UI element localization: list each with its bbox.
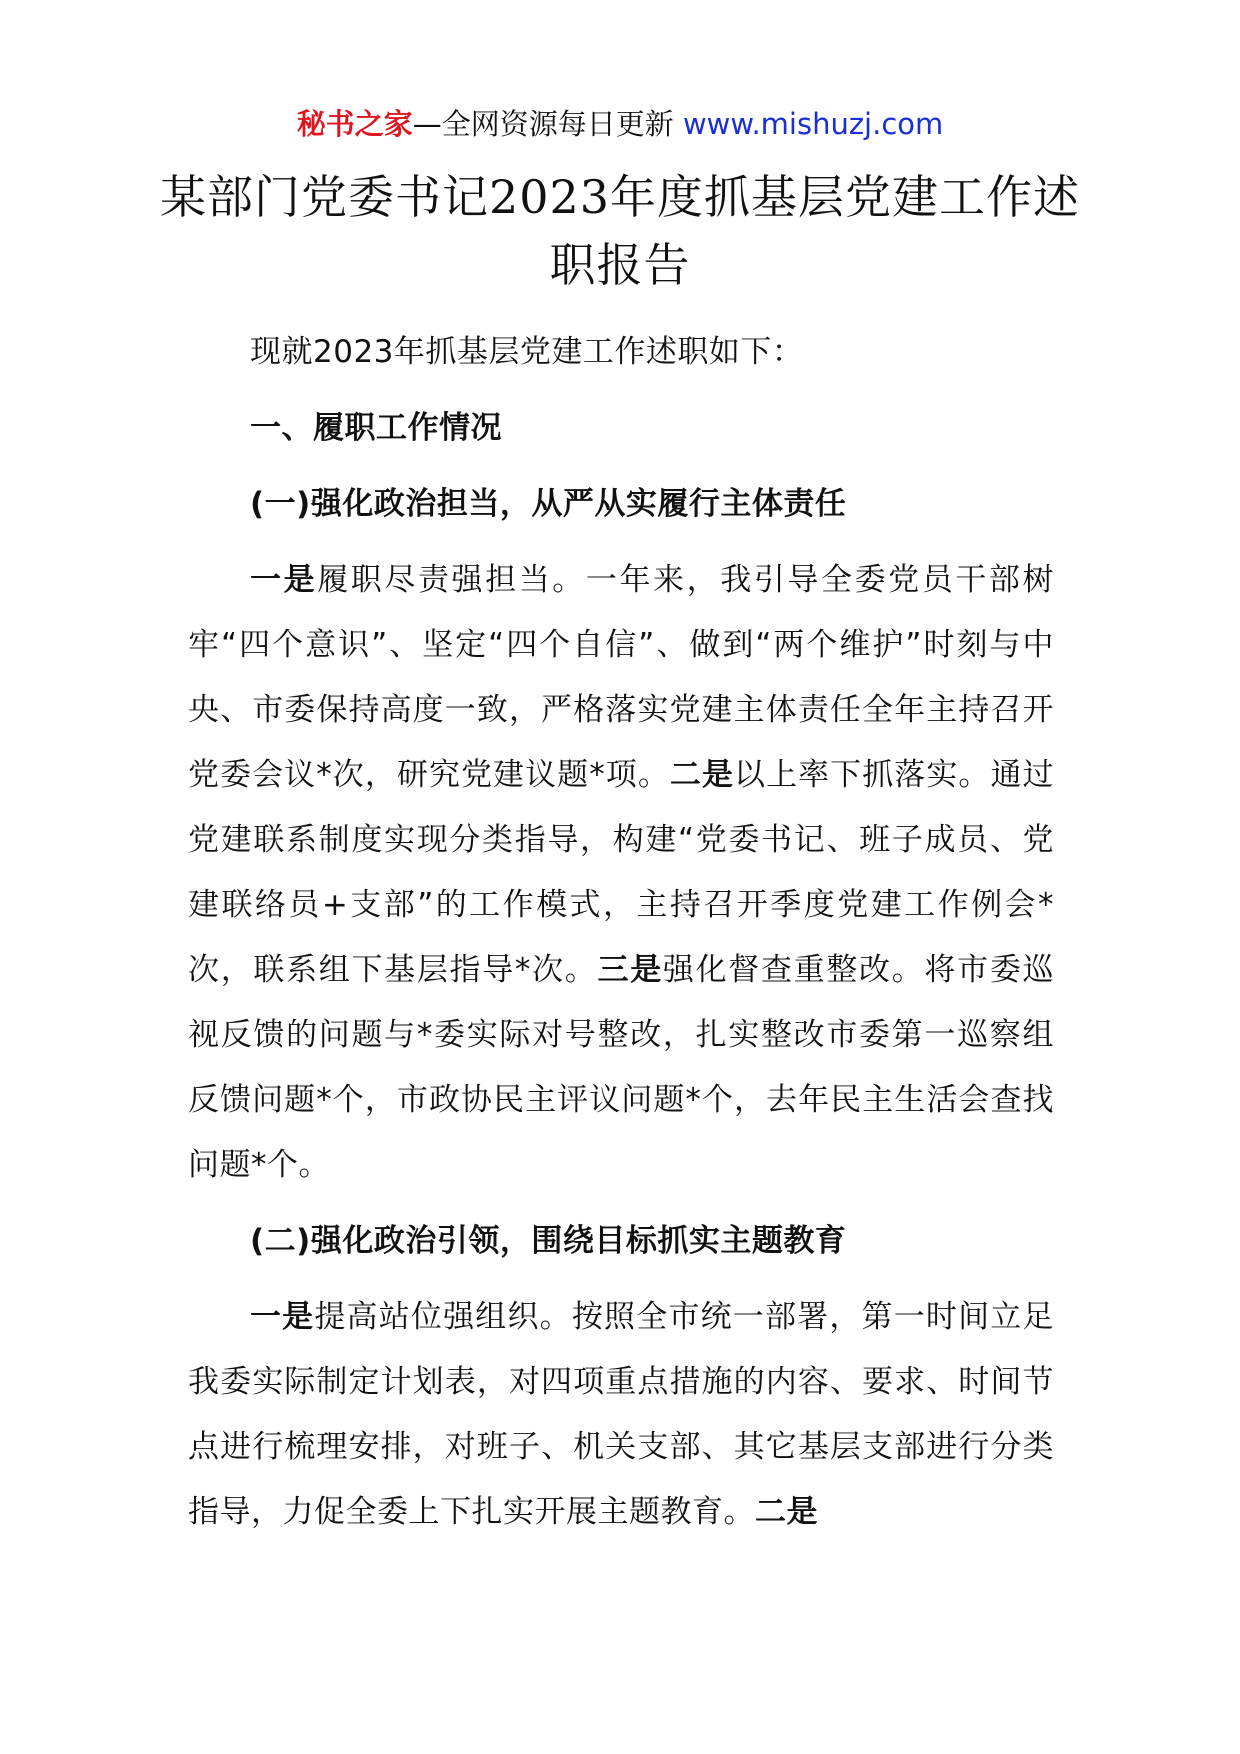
document-body: [188, 320, 1054, 1545]
site-header: [0, 104, 1240, 144]
section-heading: 一、履职工作情况: [250, 410, 502, 446]
site-url-link[interactable]: www.mishuzj.com: [682, 107, 944, 141]
point-marker-3: 三是: [597, 952, 663, 988]
subsection-heading-2: (二)强化政治引领，围绕目标抓实主题教育: [250, 1223, 847, 1259]
point-marker-2: 二是: [669, 757, 735, 793]
site-tagline: —全网资源每日更新: [412, 107, 683, 141]
point-text-3: 强化督查重整改。将市委巡视反馈的问题与*委实际对号整改，扎实整改市委第一巡察组反馈问题*个，市政协民主评议问题*个，去年民主生活会查找问题*个。: [188, 952, 1055, 1183]
point-marker-1: 一是: [250, 562, 318, 598]
point-marker-4: 一是: [250, 1299, 315, 1335]
point-marker-5: 二是: [755, 1494, 818, 1530]
body-paragraph-2: [188, 1285, 1054, 1545]
point-text-2: 以上率下抓落实。通过党建联系制度实现分类指导，构建“党委书记、班子成员、党建联络员+支部”的工作模式，主持召开季度党建工作例会*次，联系组下基层指导*次。: [188, 757, 1055, 988]
intro-paragraph: 现就2023年抓基层党建工作述职如下：: [250, 334, 804, 370]
subsection-heading-1: (一)强化政治担当，从严从实履行主体责任: [250, 486, 847, 522]
site-brand: 秘书之家: [296, 107, 413, 141]
document-title: 某部门党委书记2023年度抓基层党建工作述职报告: [159, 170, 1081, 292]
point-text-1: 履职尽责强担当。一年来，我引导全委党员干部树牢“四个意识”、坚定“四个自信”、做到“两个维护”时刻与中央、市委保持高度一致，严格落实党建主体责任全年主持召开党委会议*次，研究党建议题*项。: [188, 562, 1055, 793]
point-text-4: 提高站位强组织。按照全市统一部署，第一时间立足我委实际制定计划表，对四项重点措施的内容、要求、时间节点进行梳理安排，对班子、机关支部、其它基层支部进行分类指导，力促全委上下扎实开展主题教育。: [188, 1299, 1054, 1530]
body-paragraph-1: [188, 548, 1054, 1198]
